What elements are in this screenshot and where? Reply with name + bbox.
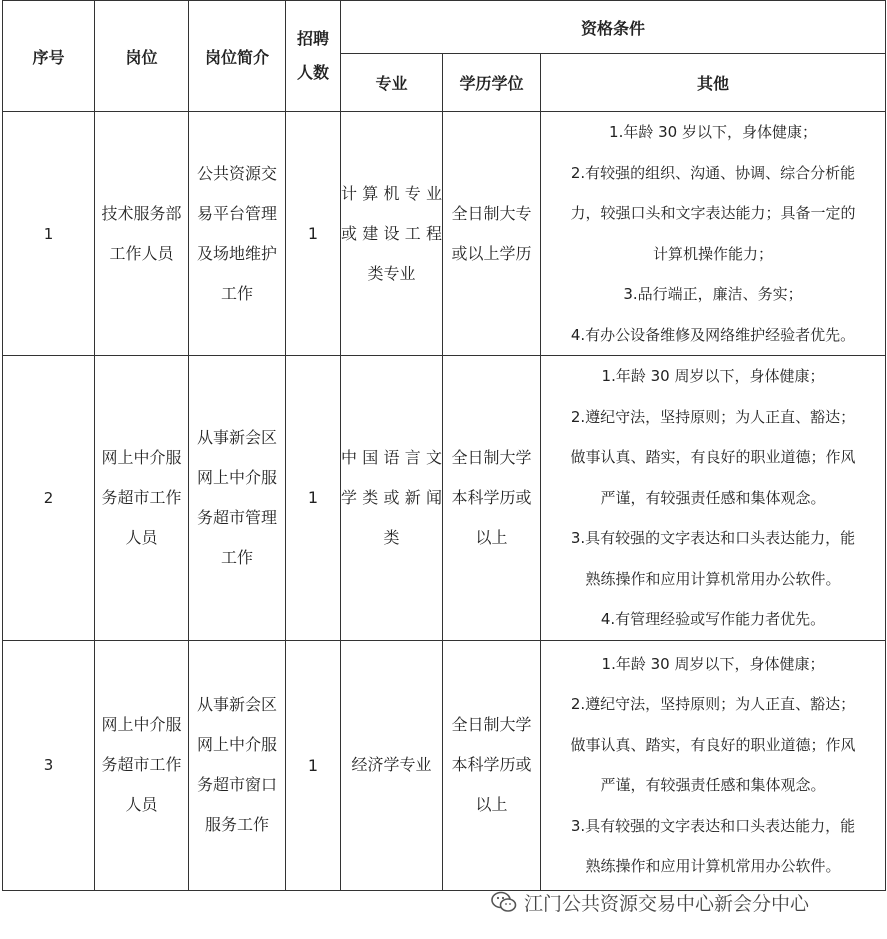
- cell-line: 全日制大学: [451, 715, 532, 734]
- cell-line: 从事新会区: [196, 427, 277, 447]
- cell-description: [189, 356, 286, 641]
- cell-degree: [443, 640, 541, 890]
- cell-line: 类: [383, 527, 400, 547]
- cell-line: 严谨，有较强责任感和集体观念。: [600, 776, 826, 794]
- table-row: [3, 356, 886, 641]
- cell-index: 2: [3, 356, 95, 641]
- cell-line: 全日制大学: [451, 447, 532, 467]
- wechat-icon: [490, 888, 518, 916]
- cell-line: 类专业: [367, 263, 416, 283]
- source-name: 江门公共资源交易中心新会分中心: [524, 892, 810, 915]
- cell-line: 计算机专业: [341, 183, 442, 203]
- cell-line: 工作: [220, 283, 253, 303]
- cell-line: 本科学历或: [451, 755, 532, 774]
- cell-headcount: 1: [286, 640, 341, 890]
- cell-line: 4.有办公设备维修及网络维护经验者优先。: [570, 325, 856, 344]
- cell-line: 务超市工作: [101, 755, 182, 774]
- cell-line: 全日制大专: [451, 203, 532, 223]
- cell-position: [95, 112, 189, 356]
- cell-other-requirements: [541, 640, 886, 890]
- cell-line: 服务工作: [204, 815, 269, 834]
- cell-position: [95, 640, 189, 890]
- cell-position: [95, 356, 189, 641]
- cell-degree: [443, 112, 541, 356]
- cell-line: 中国语言文: [341, 447, 442, 467]
- header-degree: 学历学位: [443, 54, 541, 112]
- cell-major: [341, 112, 443, 356]
- cell-headcount: 1: [286, 356, 341, 641]
- cell-line: 公共资源交: [196, 163, 277, 183]
- cell-line: 2.遵纪守法，坚持原则；为人正直、豁达；: [570, 407, 856, 426]
- cell-line: 熟练操作和应用计算机常用办公软件。: [585, 569, 841, 588]
- header-major: 专业: [341, 54, 443, 112]
- cell-line: 工作人员: [109, 243, 174, 263]
- cell-line: 技术服务部: [101, 203, 182, 223]
- cell-line: 1.年龄 30 岁以下，身体健康；: [609, 123, 817, 141]
- header-headcount-line2: 人数: [296, 63, 329, 82]
- cell-line: 3.具有较强的文字表达和口头表达能力，能: [570, 816, 856, 835]
- cell-description: [189, 112, 286, 356]
- header-other: 其他: [541, 54, 886, 112]
- header-index: 序号: [3, 1, 95, 112]
- header-position: 岗位: [95, 1, 189, 112]
- cell-line: 严谨，有较强责任感和集体观念。: [600, 488, 826, 507]
- cell-description: [189, 640, 286, 890]
- cell-line: 3.具有较强的文字表达和口头表达能力，能: [570, 529, 856, 547]
- cell-line: 易平台管理: [196, 203, 277, 223]
- table-body: [3, 112, 886, 891]
- cell-line: 1.年龄 30 周岁以下，身体健康；: [601, 367, 825, 385]
- header-description: 岗位简介: [189, 1, 286, 112]
- cell-line: 做事认真、踏实，有良好的职业道德；作风: [570, 448, 856, 466]
- header-headcount-line1: 招聘: [296, 29, 329, 48]
- cell-line: 经济学专业: [351, 755, 432, 774]
- cell-line: 4.有管理经验或写作能力者优先。: [600, 610, 826, 628]
- cell-line: 网上中介服: [101, 447, 182, 467]
- cell-major: [341, 356, 443, 641]
- cell-line: 以上: [475, 795, 508, 814]
- cell-major: [341, 640, 443, 890]
- cell-line: 务超市工作: [101, 487, 182, 507]
- cell-other-requirements: [541, 356, 886, 641]
- cell-headcount: 1: [286, 112, 341, 356]
- table-row: [3, 640, 886, 890]
- header-qualifications: 资格条件: [341, 1, 886, 54]
- cell-line: 以上: [475, 527, 508, 547]
- table-row: [3, 112, 886, 356]
- cell-line: 力，较强口头和文字表达能力；具备一定的: [570, 204, 856, 222]
- cell-line: 务超市管理: [196, 507, 277, 527]
- source-watermark: [490, 887, 809, 917]
- header-headcount: [286, 1, 341, 112]
- recruitment-table: [2, 0, 886, 891]
- cell-line: 或以上学历: [451, 243, 532, 263]
- cell-line: 工作: [220, 547, 253, 567]
- cell-line: 人员: [125, 527, 158, 547]
- cell-index: 3: [3, 640, 95, 890]
- cell-line: 2.有较强的组织、沟通、协调、综合分析能: [570, 163, 856, 182]
- cell-line: 计算机操作能力；: [652, 244, 773, 263]
- cell-line: 学类或新闻: [341, 487, 442, 507]
- cell-degree: [443, 356, 541, 641]
- cell-line: 人员: [125, 795, 158, 814]
- cell-line: 熟练操作和应用计算机常用办公软件。: [585, 857, 841, 875]
- cell-line: 网上中介服: [101, 715, 182, 734]
- cell-line: 本科学历或: [451, 487, 532, 507]
- cell-line: 做事认真、踏实，有良好的职业道德；作风: [570, 735, 856, 754]
- cell-line: 及场地维护: [196, 243, 277, 263]
- cell-line: 务超市窗口: [196, 775, 277, 794]
- cell-line: 1.年龄 30 周岁以下，身体健康；: [601, 654, 825, 673]
- cell-line: 2.遵纪守法，坚持原则；为人正直、豁达；: [570, 695, 856, 713]
- cell-line: 网上中介服: [196, 467, 277, 487]
- cell-line: 3.品行端正，廉洁、务实；: [623, 285, 803, 303]
- cell-other-requirements: [541, 112, 886, 356]
- cell-line: 或建设工程: [341, 223, 442, 243]
- cell-line: 网上中介服: [196, 735, 277, 754]
- cell-line: 从事新会区: [196, 695, 277, 714]
- cell-index: 1: [3, 112, 95, 356]
